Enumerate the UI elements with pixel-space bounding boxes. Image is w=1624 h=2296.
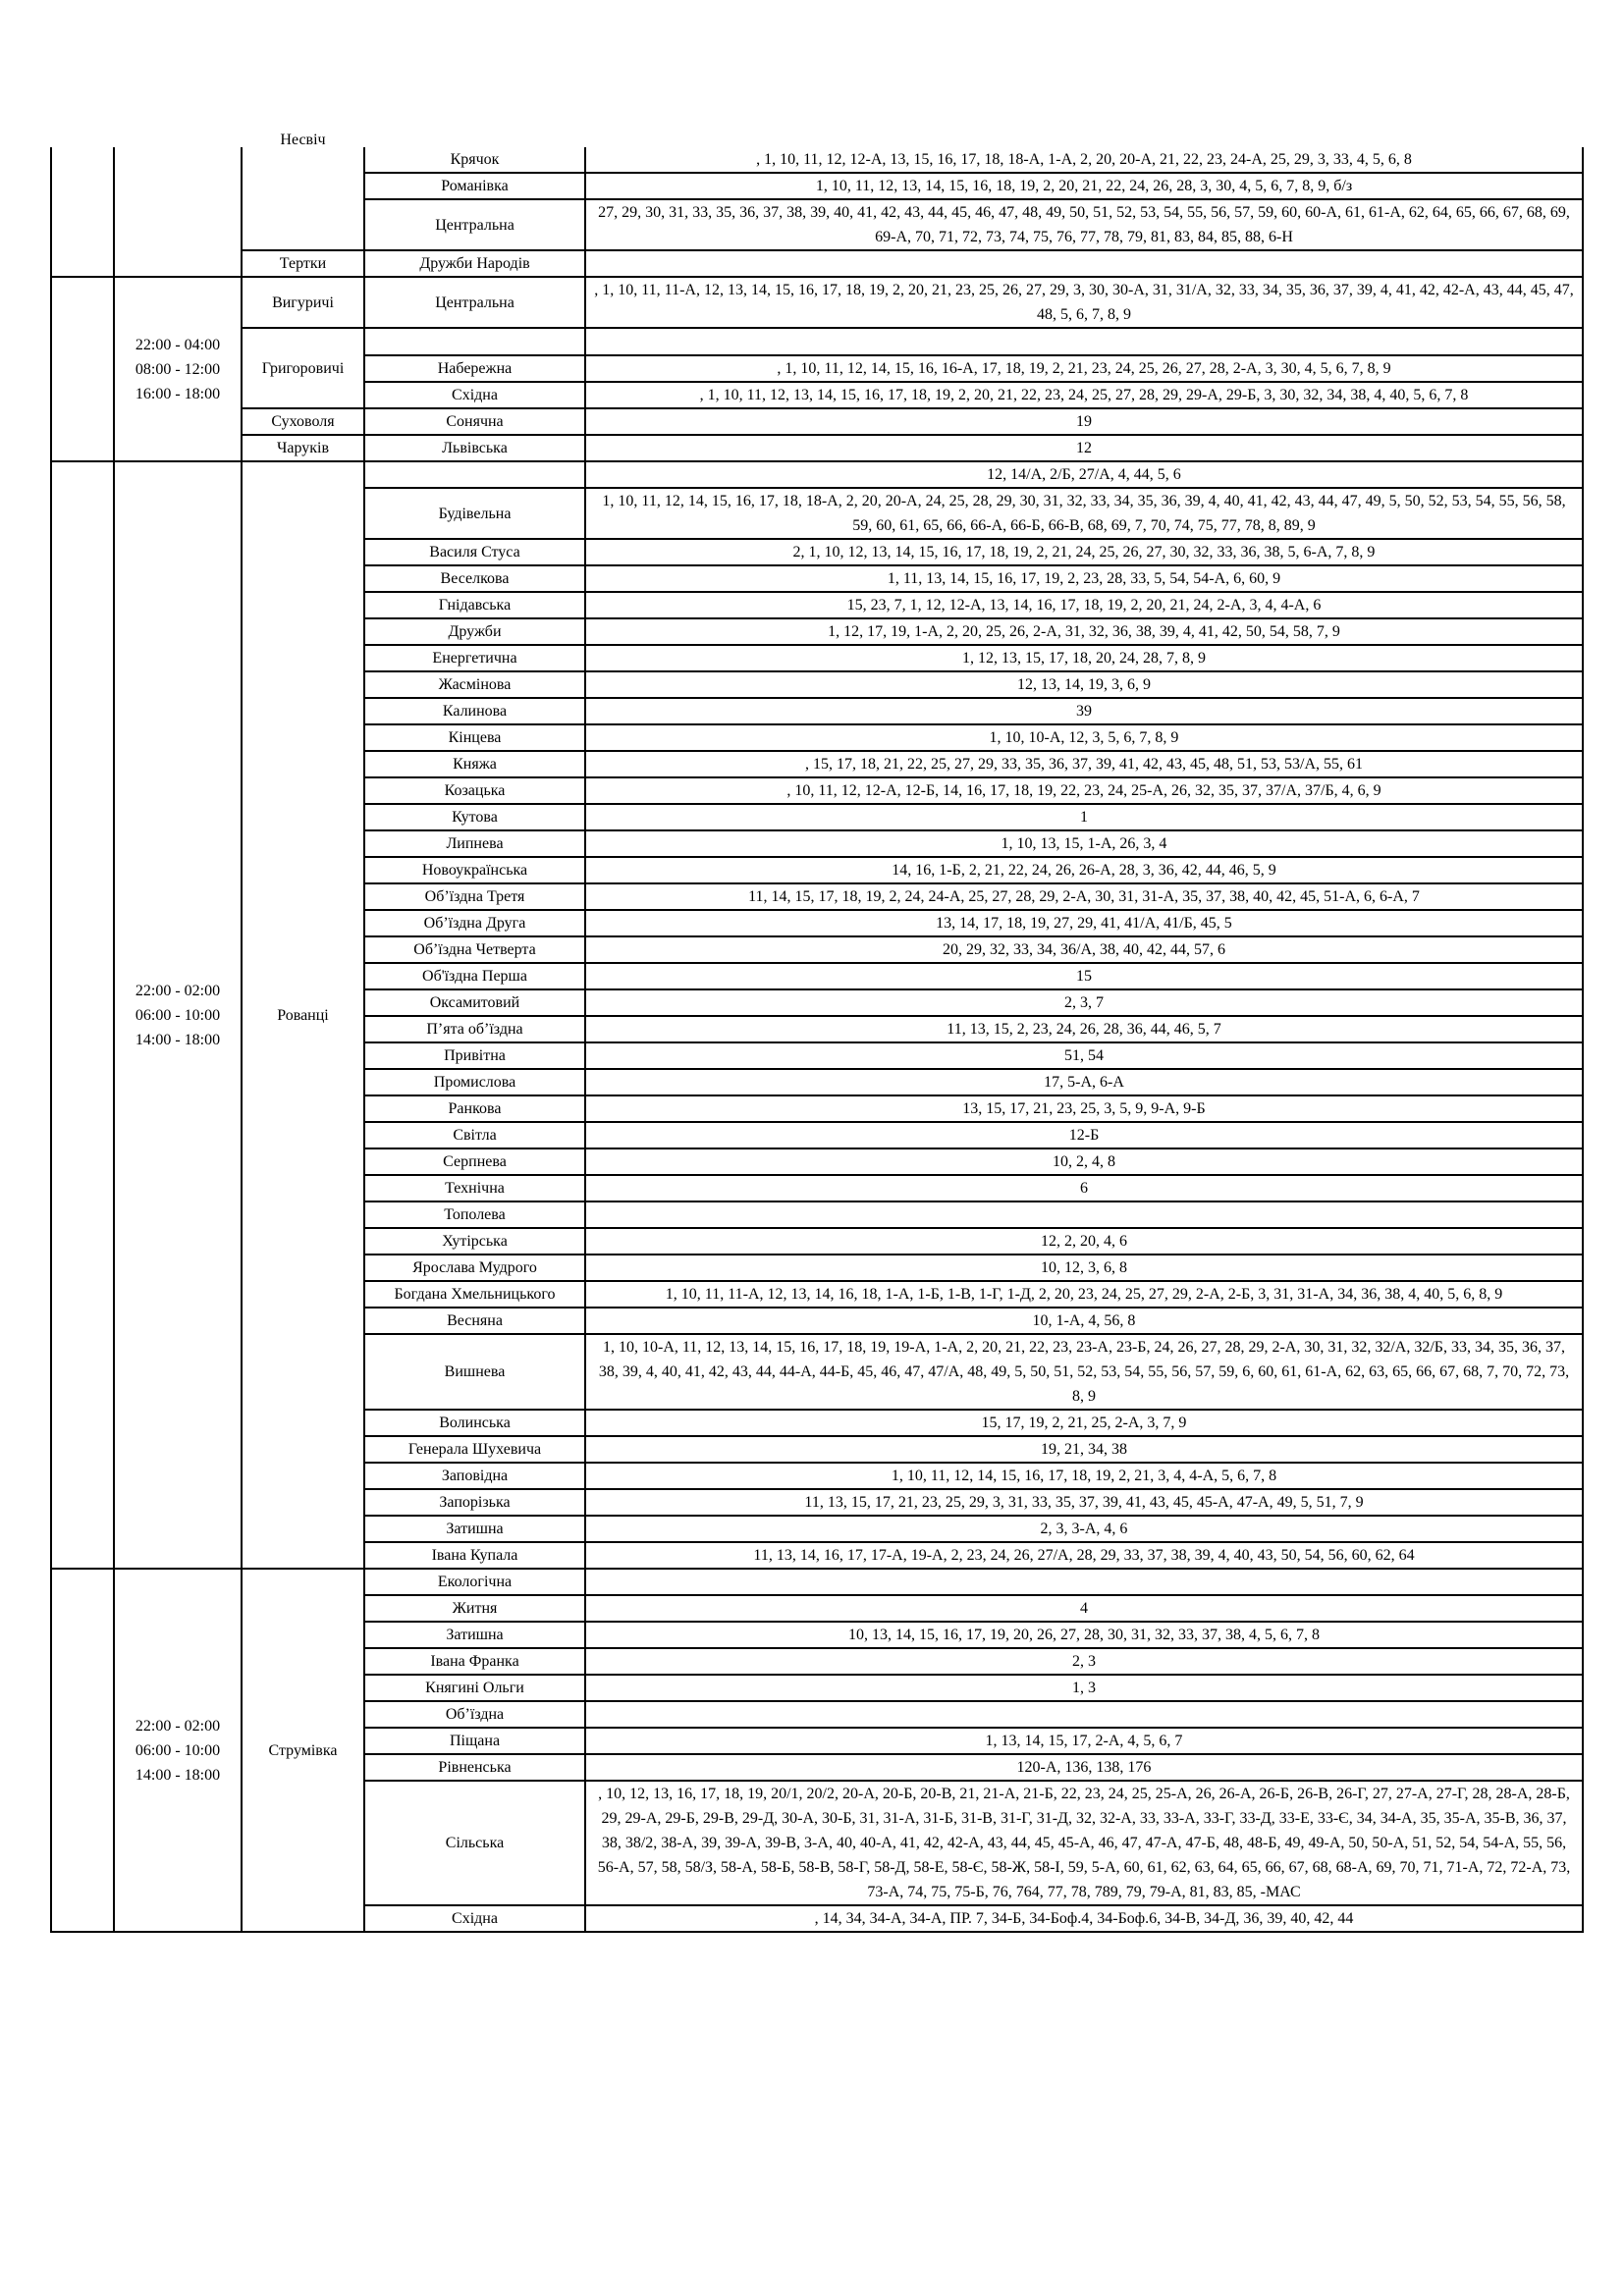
- house-numbers-cell: 6: [585, 1175, 1583, 1201]
- house-numbers-cell: 20, 29, 32, 33, 34, 36/А, 38, 40, 42, 44, 57, 6: [585, 936, 1583, 963]
- table-row: [51, 461, 1583, 488]
- table-row: [51, 408, 1583, 435]
- street-cell: Екологічна: [364, 1569, 585, 1595]
- house-numbers-cell: 10, 2, 4, 8: [585, 1148, 1583, 1175]
- street-cell: Об’їздна: [364, 1701, 585, 1728]
- house-numbers-cell: 2, 3, 7: [585, 989, 1583, 1016]
- house-numbers-cell: 13, 15, 17, 21, 23, 25, 3, 5, 9, 9-А, 9-Б: [585, 1095, 1583, 1122]
- street-cell: Піщана: [364, 1728, 585, 1754]
- street-cell: Житня: [364, 1595, 585, 1622]
- street-cell: Ранкова: [364, 1095, 585, 1122]
- house-numbers-cell: 14, 16, 1-Б, 2, 21, 22, 24, 26, 26-А, 28, 3, 36, 42, 44, 46, 5, 9: [585, 857, 1583, 883]
- house-numbers-cell: [585, 1569, 1583, 1595]
- street-cell: Центральна: [364, 199, 585, 250]
- house-numbers-cell: , 15, 17, 18, 21, 22, 25, 27, 29, 33, 35, 36, 37, 39, 41, 42, 43, 45, 48, 51, 53, 53/А, 55, 61: [585, 751, 1583, 777]
- house-numbers-cell: [585, 1201, 1583, 1228]
- house-numbers-cell: 11, 13, 14, 16, 17, 17-А, 19-А, 2, 23, 24, 26, 27/А, 28, 29, 33, 37, 38, 39, 4, 40, 43, 50, 54, 56, 60, 62, 64: [585, 1542, 1583, 1569]
- house-numbers-cell: , 10, 12, 13, 16, 17, 18, 19, 20/1, 20/2, 20-А, 20-Б, 20-В, 21, 21-А, 21-Б, 22, 23, 24, 25, 25-А, 26, 26-А, 26-Б, 26-В, 26-Г, 27, 27-А, 27-Г, 28, 28-А, 28-Б, 29, 29-А, 29-Б, 29-В, 29-Д, 30-А, 30-Б, 31, 31-А, 31-Б, 31-В, 31-Г, 31-Д, 32, 32-А, 33, 33-А, 33-Г, 33-Д, 33-Е, 33-Є, 34, 34-А, 35, 35-А, 35-В, 36, 37, 38, 38/2, 38-А, 39, 39-А, 39-В, 3-А, 40, 40-А, 41, 42, 42-А, 43, 44, 45, 45-А, 46, 47, 47-А, 47-Б, 48, 48-Б, 49, 49-А, 50, 50-А, 51, 52, 54, 54-А, 55, 56, 56-А, 57, 58, 58/З, 58-А, 58-Б, 58-В, 58-Г, 58-Д, 58-Е, 58-Є, 58-Ж, 58-І, 59, 5-А, 60, 61, 62, 63, 64, 65, 66, 67, 68, 68-А, 69, 70, 71, 71-А, 72, 72-А, 73, 73-А, 74, 75, 75-Б, 76, 764, 77, 78, 789, 79, 79-А, 81, 83, 85, -МАС: [585, 1781, 1583, 1905]
- settlement-cell: Тертки: [242, 250, 364, 277]
- house-numbers-cell: 11, 13, 15, 2, 23, 24, 26, 28, 36, 44, 46, 5, 7: [585, 1016, 1583, 1042]
- house-numbers-cell: 19: [585, 408, 1583, 435]
- house-numbers-cell: 2, 3: [585, 1648, 1583, 1675]
- street-cell: Калинова: [364, 698, 585, 724]
- settlement-cell: Вигуричі: [242, 277, 364, 328]
- street-cell: Козацька: [364, 777, 585, 804]
- outage-schedule-table: [50, 133, 1584, 1933]
- settlement-cell: Рованці: [242, 461, 364, 1569]
- group-index-cell: [51, 147, 114, 277]
- street-cell: Сонячна: [364, 408, 585, 435]
- settlement-cell: Суховоля: [242, 408, 364, 435]
- house-numbers-cell: 12-Б: [585, 1122, 1583, 1148]
- house-numbers-cell: 1, 10, 11, 12, 14, 15, 16, 17, 18, 18-А, 2, 20, 20-А, 24, 25, 28, 29, 30, 31, 32, 33, 34, 35, 36, 39, 4, 40, 41, 42, 43, 44, 47, 49, 5, 50, 52, 53, 54, 55, 56, 58, 59, 60, 61, 65, 66, 66-А, 66-Б, 66-В, 68, 69, 7, 70, 74, 75, 77, 78, 8, 89, 9: [585, 488, 1583, 539]
- street-cell: Крячок: [364, 147, 585, 173]
- street-cell: Кутова: [364, 804, 585, 830]
- street-cell: Липнева: [364, 830, 585, 857]
- street-cell: Тополева: [364, 1201, 585, 1228]
- house-numbers-cell: 120-А, 136, 138, 176: [585, 1754, 1583, 1781]
- street-cell: Об'їздна Перша: [364, 963, 585, 989]
- house-numbers-cell: 1, 10, 13, 15, 1-А, 26, 3, 4: [585, 830, 1583, 857]
- house-numbers-cell: 1, 10, 10-А, 11, 12, 13, 14, 15, 16, 17, 18, 19, 19-А, 1-А, 2, 20, 21, 22, 23, 23-А, 23-Б, 24, 26, 27, 28, 29, 2-А, 30, 31, 32, 32/А, 32/Б, 33, 34, 35, 36, 37, 38, 39, 4, 40, 41, 42, 43, 44, 44-А, 44-Б, 45, 46, 47, 47/А, 48, 49, 5, 50, 51, 52, 53, 54, 55, 56, 57, 59, 6, 60, 61, 61-А, 62, 63, 65, 66, 67, 68, 7, 70, 72, 73, 8, 9: [585, 1334, 1583, 1410]
- house-numbers-cell: 17, 5-А, 6-А: [585, 1069, 1583, 1095]
- street-cell: Княжа: [364, 751, 585, 777]
- settlement-cell: Струмівка: [242, 1569, 364, 1932]
- house-numbers-cell: 4: [585, 1595, 1583, 1622]
- street-cell: Затишна: [364, 1622, 585, 1648]
- street-cell: Рівненська: [364, 1754, 585, 1781]
- street-cell: Кінцева: [364, 724, 585, 751]
- street-cell: Об’їздна Третя: [364, 883, 585, 910]
- house-numbers-cell: [585, 250, 1583, 277]
- house-numbers-cell: 27, 29, 30, 31, 33, 35, 36, 37, 38, 39, 40, 41, 42, 43, 44, 45, 46, 47, 48, 49, 50, 51, 52, 53, 54, 55, 56, 57, 59, 60, 60-А, 61, 61-А, 62, 64, 65, 66, 67, 68, 69, 69-А, 70, 71, 72, 73, 74, 75, 76, 77, 78, 79, 81, 83, 84, 85, 88, 6-Н: [585, 199, 1583, 250]
- group-index-cell: [51, 277, 114, 461]
- outage-time-cell: [114, 147, 242, 277]
- house-numbers-cell: 11, 14, 15, 17, 18, 19, 2, 24, 24-А, 25, 27, 28, 29, 2-А, 30, 31, 31-А, 35, 37, 38, 40, 42, 45, 51-А, 6, 6-А, 7: [585, 883, 1583, 910]
- table-row: [51, 1569, 1583, 1595]
- table-row: [51, 147, 1583, 173]
- street-cell: Івана Купала: [364, 1542, 585, 1569]
- house-numbers-cell: 1, 10, 11, 11-А, 12, 13, 14, 16, 18, 1-А, 1-Б, 1-В, 1-Г, 1-Д, 2, 20, 23, 24, 25, 27, 29, 2-А, 2-Б, 3, 31, 31-А, 34, 36, 38, 4, 40, 5, 6, 8, 9: [585, 1281, 1583, 1308]
- house-numbers-cell: 1, 13, 14, 15, 17, 2-А, 4, 5, 6, 7: [585, 1728, 1583, 1754]
- street-cell: Василя Стуса: [364, 539, 585, 565]
- settlement-cell: [242, 133, 364, 250]
- street-cell: Дружби Народів: [364, 250, 585, 277]
- group-index-cell: [51, 461, 114, 1569]
- street-cell: Богдана Хмельницького: [364, 1281, 585, 1308]
- street-cell: Вишнева: [364, 1334, 585, 1410]
- street-cell: [364, 461, 585, 488]
- street-cell: Івана Франка: [364, 1648, 585, 1675]
- outage-time-cell: 22:00 - 02:00 06:00 - 10:00 14:00 - 18:00: [114, 461, 242, 1569]
- street-cell: Східна: [364, 382, 585, 408]
- street-cell: Волинська: [364, 1410, 585, 1436]
- house-numbers-cell: 1: [585, 804, 1583, 830]
- street-cell: Серпнева: [364, 1148, 585, 1175]
- street-cell: Оксамитовий: [364, 989, 585, 1016]
- house-numbers-cell: 12, 2, 20, 4, 6: [585, 1228, 1583, 1255]
- house-numbers-cell: 1, 10, 10-А, 12, 3, 5, 6, 7, 8, 9: [585, 724, 1583, 751]
- house-numbers-cell: 12, 13, 14, 19, 3, 6, 9: [585, 671, 1583, 698]
- house-numbers-cell: 10, 12, 3, 6, 8: [585, 1255, 1583, 1281]
- street-cell: Технічна: [364, 1175, 585, 1201]
- house-numbers-cell: 12: [585, 435, 1583, 461]
- house-numbers-cell: , 1, 10, 11, 12, 13, 14, 15, 16, 17, 18, 19, 2, 20, 21, 22, 23, 24, 25, 27, 28, 29, 29-А, 29-Б, 3, 30, 32, 34, 38, 4, 40, 5, 6, 7, 8: [585, 382, 1583, 408]
- group-index-cell: [51, 1569, 114, 1932]
- house-numbers-cell: 1, 10, 11, 12, 14, 15, 16, 17, 18, 19, 2, 21, 3, 4, 4-А, 5, 6, 7, 8: [585, 1463, 1583, 1489]
- table-row: [51, 435, 1583, 461]
- street-cell: Хутірська: [364, 1228, 585, 1255]
- street-cell: Дружби: [364, 618, 585, 645]
- street-cell: Світла: [364, 1122, 585, 1148]
- house-numbers-cell: 15, 17, 19, 2, 21, 25, 2-А, 3, 7, 9: [585, 1410, 1583, 1436]
- house-numbers-cell: 1, 10, 11, 12, 13, 14, 15, 16, 18, 19, 2, 20, 21, 22, 24, 26, 28, 3, 30, 4, 5, 6, 7, 8, 9, б/з: [585, 173, 1583, 199]
- street-cell: Веселкова: [364, 565, 585, 592]
- house-numbers-cell: 1, 12, 13, 15, 17, 18, 20, 24, 28, 7, 8, 9: [585, 645, 1583, 671]
- house-numbers-cell: 15, 23, 7, 1, 12, 12-А, 13, 14, 16, 17, 18, 19, 2, 20, 21, 24, 2-А, 3, 4, 4-А, 6: [585, 592, 1583, 618]
- house-numbers-cell: 51, 54: [585, 1042, 1583, 1069]
- house-numbers-cell: [585, 328, 1583, 355]
- street-cell: Об’їздна Четверта: [364, 936, 585, 963]
- street-cell: Набережна: [364, 355, 585, 382]
- street-cell: Заповідна: [364, 1463, 585, 1489]
- table-row: [51, 277, 1583, 328]
- street-cell: Княгині Ольги: [364, 1675, 585, 1701]
- house-numbers-cell: 1, 11, 13, 14, 15, 16, 17, 19, 2, 23, 28, 33, 5, 54, 54-А, 6, 60, 9: [585, 565, 1583, 592]
- house-numbers-cell: 39: [585, 698, 1583, 724]
- street-cell: Гнідавська: [364, 592, 585, 618]
- street-cell: Жасмінова: [364, 671, 585, 698]
- street-cell: П’ята об’їздна: [364, 1016, 585, 1042]
- street-cell: Сільська: [364, 1781, 585, 1905]
- street-cell: Генерала Шухевича: [364, 1436, 585, 1463]
- house-numbers-cell: , 10, 11, 12, 12-А, 12-Б, 14, 16, 17, 18, 19, 22, 23, 24, 25-А, 26, 32, 35, 37, 37/А, 37/Б, 4, 6, 9: [585, 777, 1583, 804]
- house-numbers-cell: 10, 1-А, 4, 56, 8: [585, 1308, 1583, 1334]
- house-numbers-cell: , 1, 10, 11, 11-А, 12, 13, 14, 15, 16, 17, 18, 19, 2, 20, 21, 23, 25, 26, 27, 29, 3, 30, 30-А, 31, 31/А, 32, 33, 34, 35, 36, 37, 39, 4, 41, 42, 42-А, 43, 44, 45, 47, 48, 5, 6, 7, 8, 9: [585, 277, 1583, 328]
- outage-time-cell: 22:00 - 02:00 06:00 - 10:00 14:00 - 18:00: [114, 1569, 242, 1932]
- street-cell: Центральна: [364, 277, 585, 328]
- table-row: [51, 328, 1583, 355]
- street-cell: Енергетична: [364, 645, 585, 671]
- house-numbers-cell: 1, 12, 17, 19, 1-А, 2, 20, 25, 26, 2-А, 31, 32, 36, 38, 39, 4, 41, 42, 50, 54, 58, 7, 9: [585, 618, 1583, 645]
- street-cell: Східна: [364, 1905, 585, 1932]
- street-cell: Привітна: [364, 1042, 585, 1069]
- house-numbers-cell: , 14, 34, 34-А, 34-А, ПР. 7, 34-Б, 34-Боф.4, 34-Боф.6, 34-В, 34-Д, 36, 39, 40, 42, 44: [585, 1905, 1583, 1932]
- street-cell: Весняна: [364, 1308, 585, 1334]
- house-numbers-cell: 2, 3, 3-А, 4, 6: [585, 1516, 1583, 1542]
- house-numbers-cell: 11, 13, 15, 17, 21, 23, 25, 29, 3, 31, 33, 35, 37, 39, 41, 43, 45, 45-А, 47-А, 49, 5, 51, 7, 9: [585, 1489, 1583, 1516]
- house-numbers-cell: 15: [585, 963, 1583, 989]
- house-numbers-cell: 19, 21, 34, 38: [585, 1436, 1583, 1463]
- outage-time-cell: 22:00 - 04:00 08:00 - 12:00 16:00 - 18:00: [114, 277, 242, 461]
- street-cell: Промислова: [364, 1069, 585, 1095]
- house-numbers-cell: 12, 14/А, 2/Б, 27/А, 4, 44, 5, 6: [585, 461, 1583, 488]
- outage-schedule-page: [50, 133, 1582, 1933]
- street-cell: Затишна: [364, 1516, 585, 1542]
- street-cell: [364, 328, 585, 355]
- table-row: [51, 250, 1583, 277]
- house-numbers-cell: 2, 1, 10, 12, 13, 14, 15, 16, 17, 18, 19, 2, 21, 24, 25, 26, 27, 30, 32, 33, 36, 38, 5, 6-А, 7, 8, 9: [585, 539, 1583, 565]
- house-numbers-cell: 1, 3: [585, 1675, 1583, 1701]
- house-numbers-cell: , 1, 10, 11, 12, 14, 15, 16, 16-А, 17, 18, 19, 2, 21, 23, 24, 25, 26, 27, 28, 2-А, 3, 30, 4, 5, 6, 7, 8, 9: [585, 355, 1583, 382]
- house-numbers-cell: 10, 13, 14, 15, 16, 17, 19, 20, 26, 27, 28, 30, 31, 32, 33, 37, 38, 4, 5, 6, 7, 8: [585, 1622, 1583, 1648]
- settlement-cell: Григоровичі: [242, 328, 364, 408]
- house-numbers-cell: 13, 14, 17, 18, 19, 27, 29, 41, 41/А, 41/Б, 45, 5: [585, 910, 1583, 936]
- street-cell: Ярослава Мудрого: [364, 1255, 585, 1281]
- settlement-cell: Чаруків: [242, 435, 364, 461]
- street-cell: Романівка: [364, 173, 585, 199]
- schedule-table-body: [51, 133, 1583, 1932]
- street-cell: Львівська: [364, 435, 585, 461]
- street-cell: Об’їздна Друга: [364, 910, 585, 936]
- settlement-name: Несвіч: [280, 133, 326, 147]
- street-cell: Будівельна: [364, 488, 585, 539]
- street-cell: Новоукраїнська: [364, 857, 585, 883]
- house-numbers-cell: [585, 1701, 1583, 1728]
- street-cell: Запорізька: [364, 1489, 585, 1516]
- house-numbers-cell: , 1, 10, 11, 12, 12-А, 13, 15, 16, 17, 18, 18-А, 1-А, 2, 20, 20-А, 21, 22, 23, 24-А, 25, 29, 3, 33, 4, 5, 6, 8: [585, 147, 1583, 173]
